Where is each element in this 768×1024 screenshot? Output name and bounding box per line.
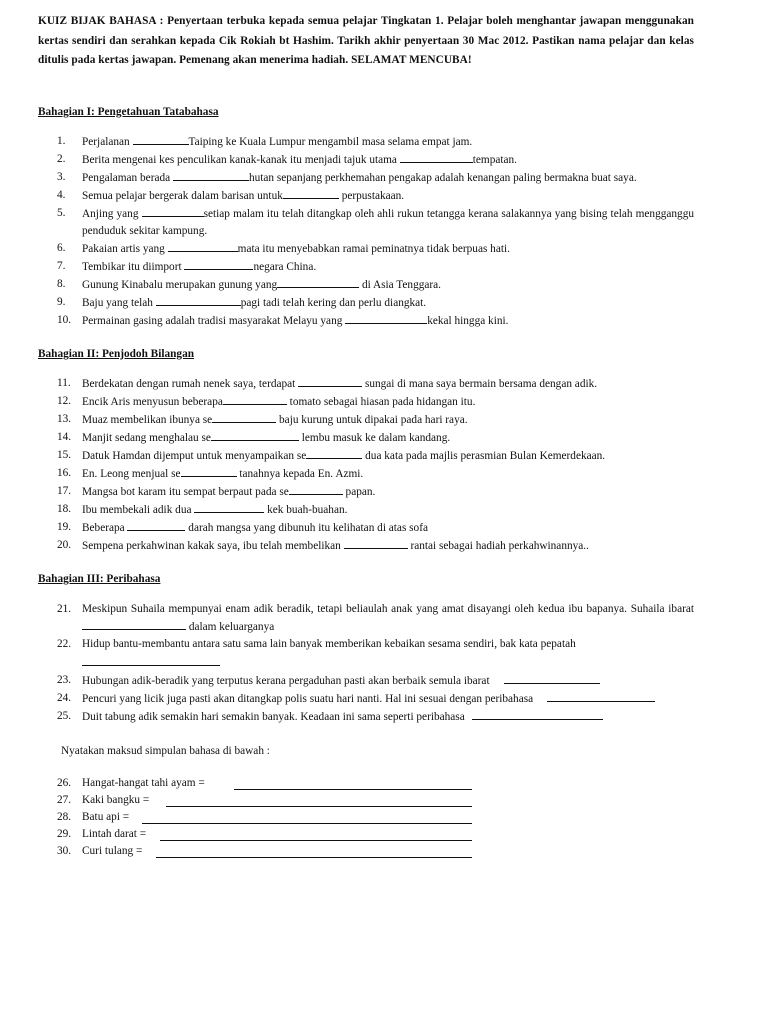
question-22: 22. Hidup bantu-membantu antara satu sama lain banyak memberikan kebaikan sesama sendiri, bak kata pepatah [38, 636, 694, 666]
answer-blank[interactable] [194, 501, 264, 513]
answer-blank[interactable] [156, 294, 241, 306]
answer-blank[interactable] [344, 537, 408, 549]
question-8: 8. Gunung Kinabalu merupakan gunung yang di Asia Tenggara. [57, 277, 441, 291]
answer-blank[interactable] [133, 133, 189, 145]
question-15: 15. Datuk Hamdan dijemput untuk menyampaikan se dua kata pada majlis perasmian Bulan Kemerdekaan. [57, 448, 606, 462]
answer-blank[interactable] [298, 375, 362, 387]
section-1-questions [38, 133, 694, 330]
section-2-title: Bahagian II: Penjodoh Bilangan [38, 347, 195, 360]
question-23: 23. Hubungan adik-beradik yang terputus kerana pergaduhan pasti akan berbaik semula ibarat [38, 672, 694, 690]
answer-line[interactable] [234, 789, 472, 790]
answer-blank[interactable] [181, 465, 237, 477]
section-2-questions [38, 375, 694, 555]
answer-line[interactable] [142, 823, 472, 824]
question-13: 13. Muaz membelikan ibunya se baju kurung untuk dipakai pada hari raya. [57, 412, 468, 426]
question-18: 18. Ibu membekali adik dua kek buah-buahan. [57, 502, 348, 516]
question-5: 5. Anjing yang setiap malam itu telah ditangkap oleh ahli rukun tetangga kerana salakannya yang bising telah mengganggu penduduk sekitar kampung. [57, 206, 694, 237]
answer-blank[interactable] [173, 169, 249, 181]
answer-blank[interactable] [127, 519, 185, 531]
question-6: 6. Pakaian artis yang mata itu menyebabkan ramai peminatnya tidak berpuas hati. [57, 241, 510, 255]
section-1-title: Bahagian I: Pengetahuan Tatabahasa [38, 105, 219, 118]
answer-blank[interactable] [223, 393, 287, 405]
question-16: 16. En. Leong menjual se tanahnya kepada En. Azmi. [57, 466, 364, 480]
answer-blank[interactable] [212, 411, 276, 423]
definitions-list [38, 775, 694, 860]
question-20: 20. Sempena perkahwinan kakak saya, ibu telah membelikan rantai sebagai hadiah perkahwinannya.. [57, 538, 589, 552]
question-3: 3. Pengalaman berada hutan sepanjang perkhemahan pengakap adalah kenangan paling bermakna buat saya. [57, 170, 637, 184]
answer-blank[interactable] [504, 672, 600, 684]
section-3-title: Bahagian III: Peribahasa [38, 572, 161, 585]
definition-27: 27. Kaki bangku = [38, 792, 694, 809]
answer-blank[interactable] [211, 429, 299, 441]
question-19: 19. Beberapa darah mangsa yang dibunuh itu kelihatan di atas sofa [57, 520, 428, 534]
answer-blank[interactable] [82, 618, 186, 630]
question-12: 12. Encik Aris menyusun beberapa tomato sebagai hiasan pada hidangan itu. [57, 394, 476, 408]
question-9: 9. Baju yang telah pagi tadi telah kering dan perlu diangkat. [57, 295, 427, 309]
question-7: 7. Tembikar itu diimport negara China. [57, 259, 317, 273]
definition-28: 28. Batu api = [38, 809, 694, 826]
answer-blank[interactable] [142, 205, 204, 217]
answer-blank[interactable] [345, 312, 427, 324]
answer-blank[interactable] [168, 240, 238, 252]
answer-blank[interactable] [472, 708, 603, 720]
question-25: 25. Duit tabung adik semakin hari semakin banyak. Keadaan ini sama seperti peribahasa [38, 708, 694, 726]
question-4: 4. Semua pelajar bergerak dalam barisan untuk perpustakaan. [57, 188, 405, 202]
answer-line[interactable] [160, 840, 472, 841]
answer-blank[interactable] [184, 258, 253, 270]
question-17: 17. Mangsa bot karam itu sempat berpaut pada se papan. [57, 484, 376, 498]
question-11: 11. Berdekatan dengan rumah nenek saya, terdapat sungai di mana saya bermain bersama dengan adik. [57, 376, 598, 390]
definition-30: 30. Curi tulang = [38, 843, 694, 860]
section-3-questions [38, 601, 694, 666]
answer-blank[interactable] [289, 483, 343, 495]
instruction-text: Nyatakan maksud simpulan bahasa di bawah : [61, 744, 270, 757]
question-14: 14. Manjit sedang menghalau se lembu masuk ke dalam kandang. [57, 430, 451, 444]
question-1: 1. Perjalanan Taiping ke Kuala Lumpur mengambil masa selama empat jam. [57, 134, 473, 148]
question-21: 21. Meskipun Suhaila mempunyai enam adik beradik, tetapi beliaulah anak yang amat disayangi oleh kedua ibu bapanya. Suhaila ibarat dalam keluarganya [57, 602, 694, 633]
section-3-questions-cont [38, 672, 694, 726]
answer-blank[interactable] [547, 690, 655, 702]
question-24: 24. Pencuri yang licik juga pasti akan ditangkap polis suatu hari nanti. Hal ini sesuai dengan peribahasa [38, 690, 694, 708]
answer-blank[interactable] [82, 665, 220, 666]
question-2: 2. Berita mengenai kes penculikan kanak-kanak itu menjadi tajuk utama tempatan. [57, 152, 518, 166]
definition-29: 29. Lintah darat = [38, 826, 694, 843]
answer-blank[interactable] [400, 151, 473, 163]
answer-line[interactable] [156, 857, 472, 858]
answer-blank[interactable] [277, 276, 359, 288]
answer-blank[interactable] [306, 447, 362, 459]
definition-26: 26. Hangat-hangat tahi ayam = [38, 775, 694, 792]
quiz-intro: KUIZ BIJAK BAHASA : Penyertaan terbuka kepada semua pelajar Tingkatan 1. Pelajar boleh menghantar jawapan menggunakan kertas sendiri dan serahkan kepada Cik Rokiah bt Hashim. Tarikh akhir penyertaan 30 Mac 2012. Pastikan nama pelajar dan kelas ditulis pada kertas jawapan. Pemenang akan menerima hadiah. SELAMAT MENCUBA! [38, 15, 694, 66]
question-10: 10. Permainan gasing adalah tradisi masyarakat Melayu yang kekal hingga kini. [57, 313, 509, 327]
answer-blank[interactable] [283, 187, 339, 199]
quiz-page [38, 12, 694, 860]
answer-line[interactable] [166, 806, 472, 807]
